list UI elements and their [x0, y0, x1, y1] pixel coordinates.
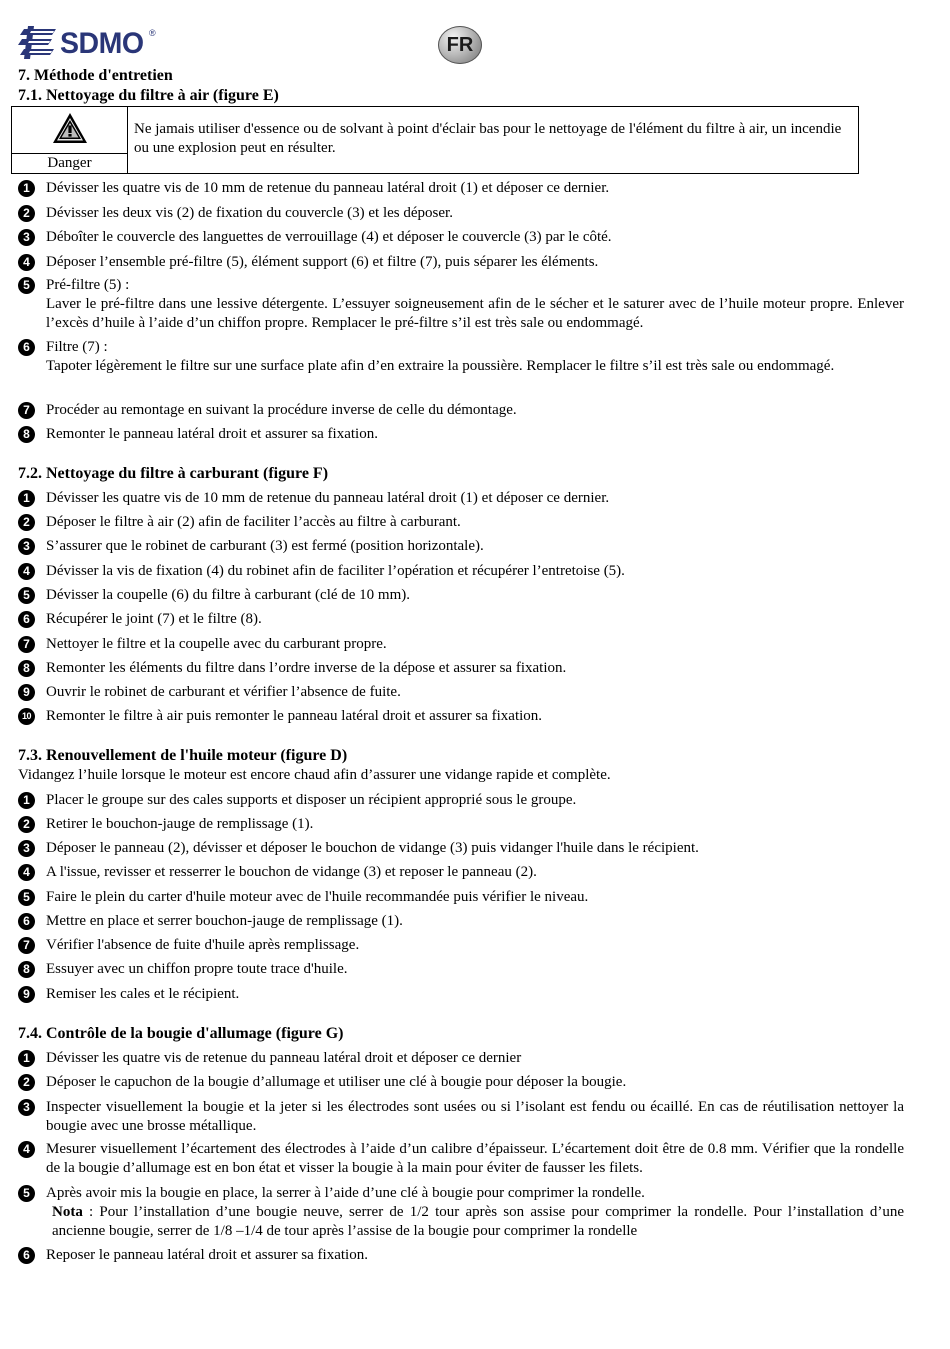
section-7-1-title: 7.1. Nettoyage du filtre à air (figure E)	[18, 87, 279, 104]
list-item	[18, 537, 904, 556]
step-text: Récupérer le joint (7) et le filtre (8).	[46, 611, 262, 627]
nota-label: Nota	[52, 1204, 83, 1220]
list-item	[18, 1246, 904, 1265]
step-number-badge: 8	[18, 426, 35, 443]
step-number-badge: 7	[18, 937, 35, 954]
step-text: Nettoyer le filtre et la coupelle avec du carburant propre.	[46, 636, 387, 652]
step-number-badge: 1	[18, 792, 35, 809]
registered-mark: ®	[149, 27, 156, 38]
step-number-badge: 3	[18, 1099, 35, 1116]
step-detail: Tapoter légèrement le filtre sur une surface plate afin d’en extraire la poussière. Remplacer le filtre s’il est très sale ou endommagé.	[46, 358, 835, 374]
step-text: Ouvrir le robinet de carburant et vérifier l’absence de fuite.	[46, 684, 401, 700]
step-text: Déposer le capuchon de la bougie d’allumage et utiliser une clé à bougie pour déposer la bougie.	[46, 1074, 627, 1090]
step-number-badge: 10	[18, 708, 35, 725]
list-item	[18, 204, 904, 223]
step-heading: Filtre (7) :	[46, 339, 108, 355]
step-number-badge: 4	[18, 254, 35, 271]
list-item	[18, 936, 904, 955]
step-text: Dévisser la vis de fixation (4) du robinet afin de faciliter l’opération et récupérer l’entretoise (5).	[46, 563, 625, 579]
danger-text: Ne jamais utiliser d'essence ou de solvant à point d'éclair bas pour le nettoyage de l'élément du filtre à air, un incendie ou une explosion peut en résulter.	[134, 121, 842, 156]
step-text: Essuyer avec un chiffon propre toute trace d'huile.	[46, 961, 348, 977]
step-text: Dévisser les quatre vis de 10 mm de retenue du panneau latéral droit (1) et déposer ce dernier.	[46, 490, 610, 506]
list-item	[18, 707, 904, 726]
step-text: Procéder au remontage en suivant la procédure inverse de celle du démontage.	[46, 402, 517, 418]
nota-text: : Pour l’installation d’une bougie neuve, serrer de 1/2 tour après son assise pour comprimer la rondelle. Pour l’installation d’une ancienne bougie, serrer de 1/8 –1/4 de tour après l’assise de la bougie pour comprimer la rondelle	[52, 1204, 904, 1239]
step-number-badge: 6	[18, 1247, 35, 1264]
list-item	[18, 659, 904, 678]
step-number-badge: 5	[18, 1185, 35, 1202]
step-number-badge: 2	[18, 205, 35, 222]
step-number-badge: 1	[18, 490, 35, 507]
list-item	[18, 985, 904, 1004]
step-text: Dévisser les quatre vis de 10 mm de retenue du panneau latéral droit (1) et déposer ce dernier.	[46, 180, 610, 196]
sdmo-logo	[18, 24, 156, 62]
step-number-badge: 5	[18, 587, 35, 604]
list-item	[18, 683, 904, 702]
step-number-badge: 9	[18, 684, 35, 701]
step-number-badge: 8	[18, 961, 35, 978]
danger-warning-box	[11, 106, 859, 174]
step-text: S’assurer que le robinet de carburant (3) est fermé (position horizontale).	[46, 538, 484, 554]
list-item	[18, 635, 904, 654]
step-text: Remonter le filtre à air puis remonter le panneau latéral droit et assurer sa fixation.	[46, 708, 543, 724]
step-detail: Laver le pré-filtre dans une lessive détergente. L’essuyer soigneusement afin de le sécher et le saturer avec de l’huile moteur propre. Enlever l’excès d’huile à l’aide d’un chiffon propre. Remplacer le pré-filtre s’il est très sale ou endommagé.	[46, 296, 904, 331]
list-item	[18, 253, 904, 272]
step-text: Remonter les éléments du filtre dans l’ordre inverse de la dépose et assurer sa fixation.	[46, 660, 567, 676]
section-intro: Vidangez l’huile lorsque le moteur est encore chaud afin d’assurer une vidange rapide et complète.	[18, 767, 611, 783]
list-item	[18, 276, 904, 333]
warning-triangle-icon	[52, 112, 88, 144]
list-item	[18, 228, 904, 247]
list-item	[18, 863, 904, 882]
list-item	[18, 425, 904, 444]
step-number-badge: 4	[18, 1141, 35, 1158]
list-item	[18, 513, 904, 532]
list-item	[18, 839, 904, 858]
list-item	[18, 562, 904, 581]
step-text: Remiser les cales et le récipient.	[46, 986, 240, 1002]
step-number-badge: 4	[18, 563, 35, 580]
step-number-badge: 4	[18, 864, 35, 881]
step-text: Faire le plein du carter d'huile moteur avec de l'huile recommandée puis vérifier le niveau.	[46, 889, 589, 905]
step-number-badge: 2	[18, 816, 35, 833]
list-item	[18, 401, 904, 420]
step-text	[46, 338, 904, 376]
step-text: Retirer le bouchon-jauge de remplissage (1).	[46, 816, 314, 832]
step-text: Vérifier l'absence de fuite d'huile après remplissage.	[46, 937, 360, 953]
list-item	[18, 489, 904, 508]
step-text: A l'issue, revisser et resserrer le bouchon de vidange (3) et reposer le panneau (2).	[46, 864, 537, 880]
step-number-badge: 2	[18, 514, 35, 531]
section-7-2-title: 7.2. Nettoyage du filtre à carburant (figure F)	[18, 465, 329, 482]
nota-note	[52, 1203, 904, 1241]
step-number-badge: 6	[18, 339, 35, 356]
list-item	[18, 586, 904, 605]
step-number-badge: 5	[18, 889, 35, 906]
step-text: Mettre en place et serrer bouchon-jauge de remplissage (1).	[46, 913, 403, 929]
step-text	[46, 276, 904, 333]
list-item	[18, 1140, 904, 1178]
list-item	[18, 179, 904, 198]
section-7-3-title: 7.3. Renouvellement de l'huile moteur (figure D)	[18, 747, 348, 764]
step-number-badge: 8	[18, 660, 35, 677]
danger-label: Danger	[47, 155, 92, 171]
step-text: Inspecter visuellement la bougie et la jeter si les électrodes sont usées ou si l’isolant est fendu ou écaillé. En cas de réutilisation nettoyer la bougie avec une brosse métallique.	[46, 1099, 904, 1134]
step-text: Déposer l’ensemble pré-filtre (5), élément support (6) et filtre (7), puis séparer les éléments.	[46, 254, 599, 270]
step-number-badge: 3	[18, 229, 35, 246]
step-text: Déposer le panneau (2), dévisser et déposer le bouchon de vidange (3) puis vidanger l'huile dans le récipient.	[46, 840, 699, 856]
section-7-4-title: 7.4. Contrôle de la bougie d'allumage (figure G)	[18, 1025, 344, 1042]
list-item	[18, 610, 904, 629]
list-item	[18, 791, 904, 810]
step-number-badge: 7	[18, 636, 35, 653]
step-text: Placer le groupe sur des cales supports et disposer un récipient approprié sous le groupe.	[46, 792, 577, 808]
step-text: Déposer le filtre à air (2) afin de faciliter l’accès au filtre à carburant.	[46, 514, 461, 530]
list-item	[18, 1073, 904, 1092]
step-number-badge: 1	[18, 1050, 35, 1067]
step-number-badge: 6	[18, 611, 35, 628]
list-item	[18, 1184, 904, 1241]
list-item	[18, 815, 904, 834]
language-badge: FR	[438, 26, 482, 64]
step-number-badge: 2	[18, 1074, 35, 1091]
danger-label-cell	[12, 107, 128, 173]
step-number-badge: 3	[18, 840, 35, 857]
brand-name: SDMO	[60, 26, 144, 60]
step-text: Remonter le panneau latéral droit et assurer sa fixation.	[46, 426, 378, 442]
list-item	[18, 960, 904, 979]
step-number-badge: 5	[18, 277, 35, 294]
step-number-badge: 7	[18, 402, 35, 419]
step-heading: Après avoir mis la bougie en place, la serrer à l’aide d’une clé à bougie pour comprimer la rondelle.	[46, 1185, 645, 1201]
list-item	[18, 1049, 904, 1068]
step-text	[46, 1184, 904, 1241]
step-heading: Pré-filtre (5) :	[46, 277, 130, 293]
sdmo-logo-icon	[18, 25, 58, 61]
step-text: Reposer le panneau latéral droit et assurer sa fixation.	[46, 1247, 368, 1263]
step-number-badge: 1	[18, 180, 35, 197]
list-item	[18, 1098, 904, 1136]
list-item	[18, 912, 904, 931]
step-text: Dévisser les deux vis (2) de fixation du couvercle (3) et les déposer.	[46, 205, 453, 221]
step-number-badge: 3	[18, 538, 35, 555]
step-number-badge: 6	[18, 913, 35, 930]
step-text: Dévisser les quatre vis de retenue du panneau latéral droit et déposer ce dernier	[46, 1050, 522, 1066]
list-item	[18, 888, 904, 907]
step-text: Mesurer visuellement l’écartement des électrodes à l’aide d’un calibre d’épaisseur. L’écartement doit être de 0.8 mm. Vérifier que la rondelle de la bougie d’allumage est en bon état et visser la bougie à la main pour éviter de fausser les filets.	[46, 1141, 904, 1176]
list-item	[18, 338, 904, 376]
step-text: Dévisser la coupelle (6) du filtre à carburant (clé de 10 mm).	[46, 587, 411, 603]
section-title: 7. Méthode d'entretien	[18, 67, 173, 84]
step-number-badge: 9	[18, 986, 35, 1003]
step-text: Déboîter le couvercle des languettes de verrouillage (4) et déposer le couvercle (3) par le côté.	[46, 229, 612, 245]
